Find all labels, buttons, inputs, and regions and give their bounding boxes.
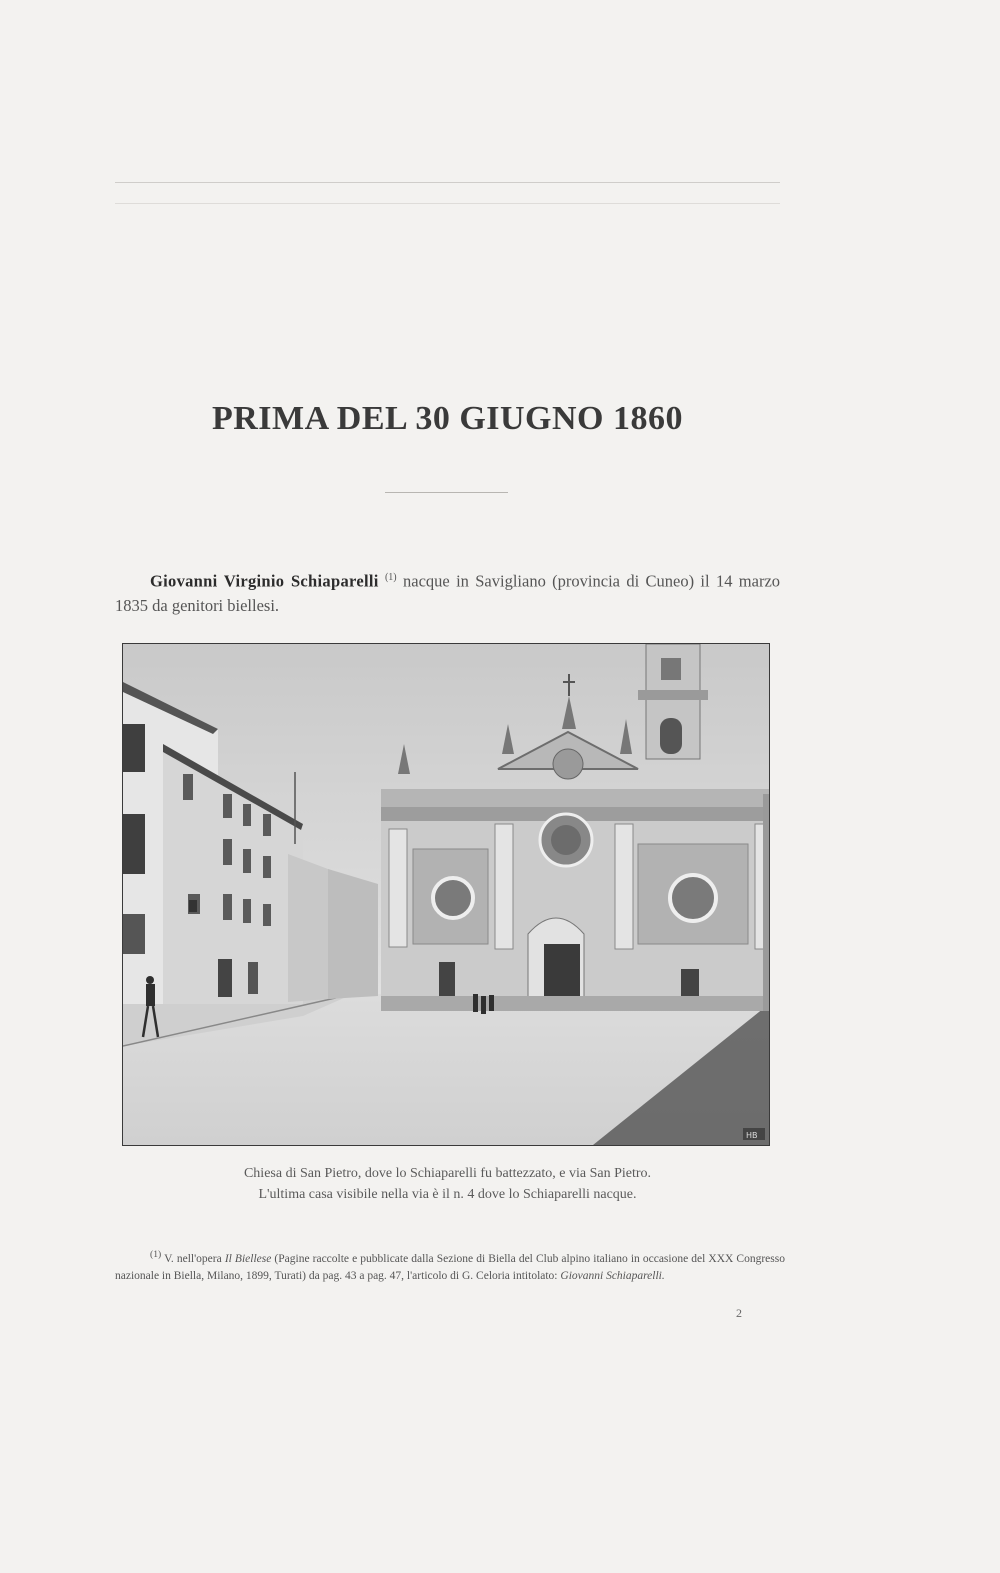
photo-caption [115, 1163, 780, 1205]
person-name: Giovanni Virginio Schiaparelli [150, 571, 379, 591]
title-divider [385, 492, 508, 493]
footnote-text-2: (Pagine raccolte e pubblicate dalla Sezione di Biella del Club alpino italiano in occasione del XXX Congresso nazionale in Biella, Milano, 1899, Turati) da pag. 43 a pag. 47, l'articolo di G. Celoria intitolato: [115, 1252, 785, 1282]
footnote-work-title: Il Biellese [224, 1252, 272, 1265]
footnote-article-title: Giovanni Schiaparelli. [560, 1269, 665, 1282]
top-rule-faint [115, 203, 780, 204]
chapter-title: PRIMA DEL 30 GIUGNO 1860 [211, 400, 684, 437]
footnote-reference: (1) [384, 572, 397, 583]
caption-line-2: L'ultima casa visibile nella via è il n. 4 dove lo Schiaparelli nacque. [258, 1187, 637, 1202]
footnote-text-1: V. nell'opera [164, 1252, 222, 1265]
footnote-marker: (1) [150, 1249, 162, 1260]
photo-monogram: HB [746, 1131, 758, 1140]
top-rule [115, 182, 780, 183]
caption-line-1: Chiesa di San Pietro, dove lo Schiaparelli fu battezzato, e via San Pietro. [243, 1166, 652, 1181]
intro-text: nacque in Savigliano (provincia di Cuneo) il 14 marzo 1835 da genitori biellesi. [115, 571, 781, 615]
page-number: 2 [736, 1306, 742, 1320]
intro-paragraph [115, 566, 780, 618]
church-photograph [122, 643, 770, 1146]
footnote [115, 1246, 785, 1285]
church-photo-illustration [123, 644, 769, 1145]
